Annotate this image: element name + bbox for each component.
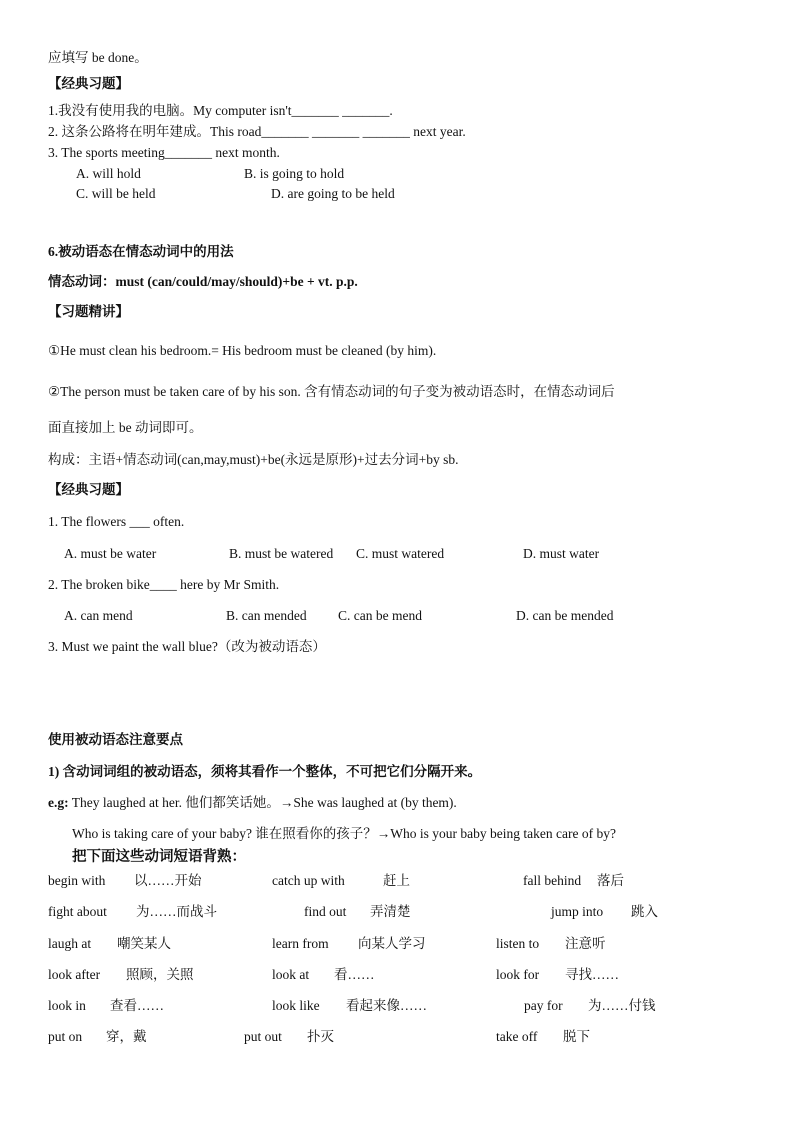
modal-formula: 情态动词：must (can/could/may/should)+be + vt. p.p. <box>48 274 358 289</box>
option-a: A. will hold <box>76 166 141 181</box>
modal-question-2: 2. The broken bike____ here by Mr Smith. <box>48 577 280 592</box>
phrase-chinese: 查看…… <box>110 998 164 1013</box>
phrase-english: look after <box>48 967 101 982</box>
eg-line-1 <box>48 794 457 812</box>
section-header-practice: 【习题精讲】 <box>48 304 129 319</box>
modal-q1-option-a: A. must be water <box>64 546 157 561</box>
notes-title: 使用被动语态注意要点 <box>48 732 183 747</box>
phrase-chinese: 脱下 <box>563 1029 590 1044</box>
notes-point-1: 1) 含动词词组的被动语态，须将其看作一个整体，不可把它们分隔开来。 <box>48 764 482 779</box>
modal-q2-option-b: B. can mended <box>226 608 307 623</box>
question-2: 2. 这条公路将在明年建成。This road_______ _______ _______ next year. <box>48 124 466 139</box>
phrase-chinese: 看起来像…… <box>346 998 427 1013</box>
phrase-chinese: 看…… <box>334 967 375 982</box>
example-1: ①He must clean his bedroom.= His bedroom must be cleaned (by him). <box>48 343 437 358</box>
phrase-english: look for <box>496 967 540 982</box>
eg-line-2: Who is taking care of your baby? 谁在照看你的孩子？→Who is your baby being taken care of by? <box>72 826 616 841</box>
phrase-english: laugh at <box>48 936 92 951</box>
phrase-chinese: 落后 <box>597 873 624 888</box>
example-2: ②The person must be taken care of by his son. 含有情态动词的句子变为被动语态时，在情态动词后 <box>48 384 615 399</box>
phrase-chinese: 为……付钱 <box>588 998 656 1013</box>
option-c: C. will be held <box>76 186 156 201</box>
phrase-english: jump into <box>551 904 604 919</box>
phrase-english: begin with <box>48 873 106 888</box>
modal-q1-option-d: D. must water <box>523 546 600 561</box>
section-header-classic: 【经典习题】 <box>48 76 129 91</box>
question-1: 1.我没有使用我的电脑。My computer isn't_______ _______. <box>48 103 393 118</box>
question-3: 3. The sports meeting_______ next month. <box>48 145 280 160</box>
phrase-chinese: 向某人学习 <box>358 936 426 951</box>
structure-line: 构成：主语+情态动词(can,may,must)+be(永远是原形)+过去分词+by sb. <box>48 452 459 467</box>
phrase-english: put on <box>48 1029 83 1044</box>
option-d: D. are going to be held <box>271 186 395 201</box>
phrase-english: put out <box>244 1029 282 1044</box>
phrase-chinese: 注意听 <box>565 936 606 951</box>
modal-q1-option-b: B. must be watered <box>229 546 334 561</box>
phrase-english: look in <box>48 998 86 1013</box>
phrase-english: fight about <box>48 904 107 919</box>
phrase-chinese: 照顾，关照 <box>126 967 194 982</box>
phrase-chinese: 寻找…… <box>565 967 619 982</box>
phrase-english: catch up with <box>272 873 345 888</box>
intro-line: 应填写 be done。 <box>48 50 148 65</box>
modal-q2-option-d: D. can be mended <box>516 608 614 623</box>
section-title-modal: 6.被动语态在情态动词中的用法 <box>48 244 234 259</box>
phrase-english: find out <box>304 904 347 919</box>
eg-sentence-1: They laughed at her. 他们都笑话她。→She was laughed at (by them). <box>71 795 457 810</box>
phrase-english: pay for <box>524 998 563 1013</box>
phrase-chinese: 跳入 <box>631 904 658 919</box>
phrase-chinese: 赶上 <box>383 873 410 888</box>
phrase-chinese: 扑灭 <box>307 1029 334 1044</box>
memorize-heading: 把下面这些动词短语背熟： <box>72 849 246 865</box>
phrase-chinese: 嘲笑某人 <box>117 936 171 951</box>
phrase-english: look like <box>272 998 320 1013</box>
phrase-chinese: 为……而战斗 <box>136 904 217 919</box>
modal-question-1: 1. The flowers ___ often. <box>48 514 185 529</box>
phrase-english: listen to <box>496 936 540 951</box>
option-b: B. is going to hold <box>244 166 345 181</box>
modal-question-3: 3. Must we paint the wall blue?（改为被动语态） <box>48 639 326 654</box>
phrase-chinese: 穿，戴 <box>106 1029 147 1044</box>
phrase-english: fall behind <box>523 873 582 888</box>
phrase-chinese: 以……开始 <box>134 873 202 888</box>
example-2-continued: 面直接加上 be 动词即可。 <box>48 420 203 435</box>
eg-label: e.g: <box>48 795 69 810</box>
phrase-english: look at <box>272 967 310 982</box>
modal-q2-option-a: A. can mend <box>64 608 133 623</box>
modal-q1-option-c: C. must watered <box>356 546 445 561</box>
modal-q2-option-c: C. can be mend <box>338 608 422 623</box>
phrase-chinese: 弄清楚 <box>370 904 411 919</box>
phrase-english: learn from <box>272 936 329 951</box>
phrase-english: take off <box>496 1029 538 1044</box>
section-header-classic-2: 【经典习题】 <box>48 482 129 497</box>
